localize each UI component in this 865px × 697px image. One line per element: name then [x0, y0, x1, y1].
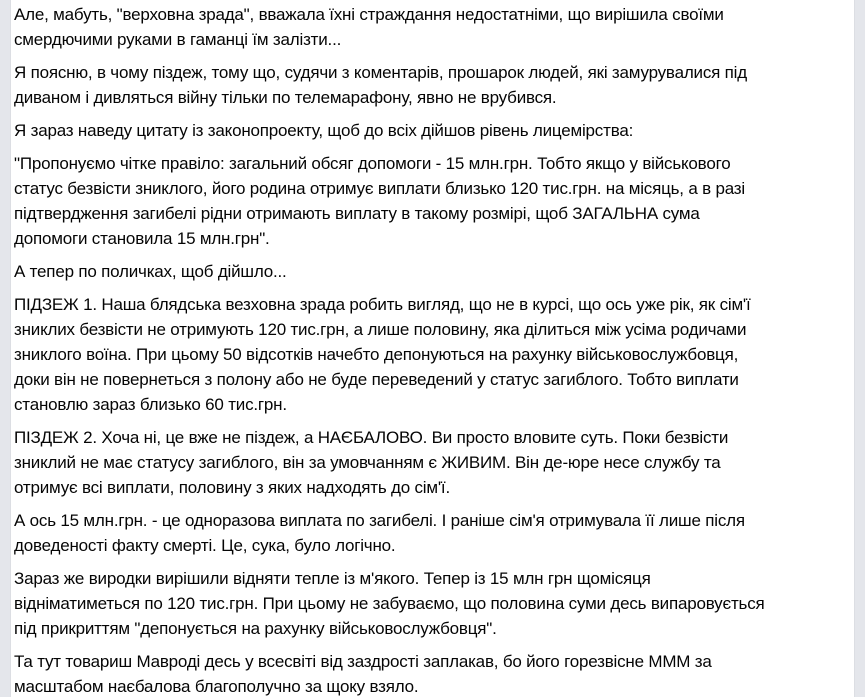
post-line: зниклих безвісти не отримують 120 тис.грн, а лише половину, яка ділиться між усіма родичами [14, 320, 747, 339]
post-line: А ось 15 млн.грн. - це одноразова виплата по загибелі. І раніше сім'я отримувала її лише після [14, 511, 745, 530]
post-paragraph-transition [14, 259, 848, 284]
post-paragraph-point-2 [14, 425, 848, 500]
post-line: смердючими руками в гаманці їм залізти... [14, 30, 342, 49]
post-paragraph-intro [14, 2, 848, 52]
post-line: Та тут товариш Мавроді десь у всесвіті від заздрості заплакав, бо його горезвісне МММ за [14, 652, 712, 671]
post-paragraph-point-1 [14, 292, 848, 417]
post-line: зниклого воїна. При цьому 50 відсотків начебто депонуються на рахунку військовослужбовця, [14, 345, 739, 364]
post-line: Зараз же виродки вирішили відняти тепле із м'якого. Тепер із 15 млн грн щомісяця [14, 569, 651, 588]
post-line: Я поясню, в чому піздеж, тому що, судячи з коментарів, прошарок людей, які замурувалися під [14, 63, 747, 82]
post-line: ПІДЗЕЖ 1. Наша блядська везховна зрада робить вигляд, що не в курсі, що ось уже рік, як сім'ї [14, 295, 751, 314]
post-line: Я зараз наведу цитату із законопроекту, щоб до всіх дійшов рівень лицемірства: [14, 121, 634, 140]
post-line: "Пропонуємо чітке правіло: загальний обсяг допомоги - 15 млн.грн. Тобто якщо у військового [14, 154, 731, 173]
post-line: ПІЗДЕЖ 2. Хоча ні, це вже не піздеж, а НАЄБАЛОВО. Ви просто вловите суть. Поки безвісти [14, 428, 729, 447]
post-paragraph-explanation [14, 60, 848, 110]
post-line: зниклий не має статусу загиблого, він за умовчанням є ЖИВИМ. Він де-юре несе службу та [14, 453, 721, 472]
post-line: статус безвісти зниклого, його родина отримує виплати близько 120 тис.грн. на місяць, а в разі [14, 179, 745, 198]
post-paragraph-quote-lead [14, 118, 848, 143]
post-line: А тепер по поличках, щоб дійшло... [14, 262, 287, 281]
post-paragraph-bill-quote [14, 151, 848, 251]
post-line: допомоги становила 15 млн.грн". [14, 229, 270, 248]
post-line: доведеності факту смерті. Це, сука, було логічно. [14, 536, 396, 555]
post-paragraph-lump-sum [14, 508, 848, 558]
post-paragraph-deduction [14, 566, 848, 641]
post-line: під прикриттям "депонується на рахунку військовослужбовця". [14, 619, 497, 638]
post-line: диваном і дивляться війну тільки по телемарафону, явно не врубився. [14, 88, 557, 107]
post-line: становлю зараз близько 60 тис.грн. [14, 395, 287, 414]
right-gutter [854, 0, 865, 697]
post-text-body [11, 0, 854, 697]
post-line: масштабом наєбалова благополучно за щоку взяло. [14, 677, 419, 696]
post-line: доки він не повернеться з полону або не буде переведений у статус загиблого. Тобто виплати [14, 370, 739, 389]
post-line: підтвердження загибелі рідни отримають виплату в такому розмірі, щоб ЗАГАЛЬНА сума [14, 204, 700, 223]
post-paragraph-conclusion [14, 649, 848, 697]
post-line: отримує всі виплати, половину з яких надходять до сім'ї. [14, 478, 450, 497]
left-gutter [0, 0, 11, 697]
post-line: відніматиметься по 120 тис.грн. При цьому не забуваємо, що половина суми десь випаровується [14, 594, 765, 613]
post-line: Але, мабуть, "верховна зрада", вважала їхні страждання недостатніми, що вирішила своїми [14, 5, 724, 24]
